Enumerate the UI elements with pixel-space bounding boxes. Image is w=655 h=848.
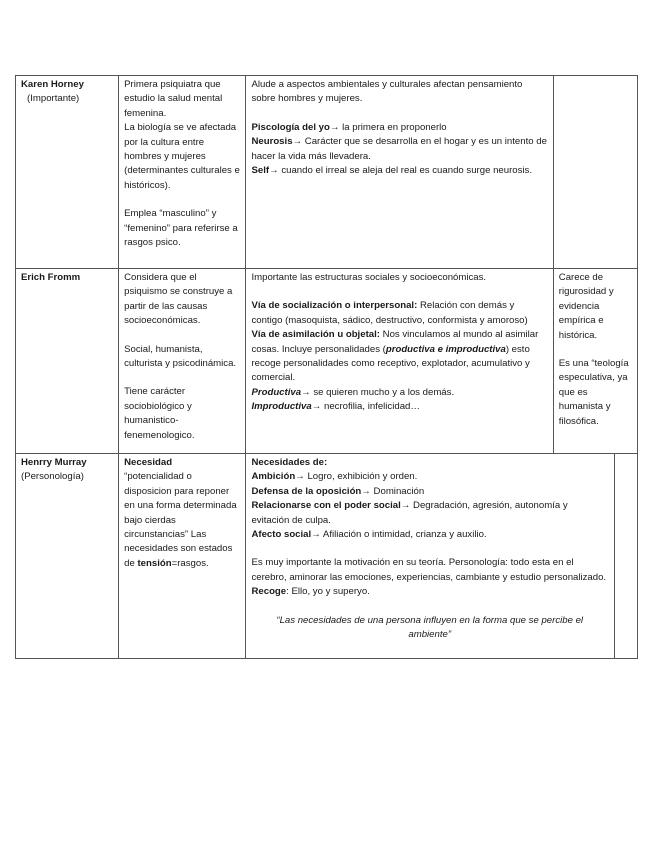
description-cell <box>119 76 246 269</box>
concept-text: cuando el irreal se aleja del real es cuando surge neurosis. <box>278 165 532 177</box>
paragraph: Es una “teología especulativa, ya que es humanista y filosófica. <box>558 358 629 427</box>
concept-term: Neurosis <box>251 136 293 148</box>
concept-item <box>251 485 608 499</box>
table-row <box>16 269 638 454</box>
arrow-icon: → <box>400 500 411 512</box>
author-name: Erich Fromm <box>21 272 81 283</box>
concept-term: Ambición <box>251 471 296 483</box>
paragraph: Considera que el psiquismo se construye a partir de las causas socioeconómicas. <box>124 272 233 327</box>
concept-term: Self <box>251 165 270 177</box>
concept-term: Relacionarse con el poder social <box>251 500 401 512</box>
concept-text: → necrofilia, infelicidad… <box>311 401 420 413</box>
critique-cell <box>553 269 637 454</box>
concept-item <box>251 499 608 528</box>
concept-term: Productiva <box>251 386 302 398</box>
concept-text: Degradación, agresión, autonomía y evitación de culpa. <box>251 500 568 526</box>
concept-text: Logro, exhibición y orden. <box>304 471 418 483</box>
concept-text: : Ello, yo y superyo. <box>286 586 370 598</box>
concept-term: Necesidad <box>124 457 173 468</box>
concept-item <box>251 470 608 484</box>
concept-text: Carácter que se desarrolla en el hogar y es un intento de hacer la vida más llevadera. <box>251 136 547 162</box>
paragraph: Carece de rigurosidad y evidencia empírica e histórica. <box>558 272 614 341</box>
concept-item <box>251 400 547 414</box>
concepts-cell <box>246 76 553 269</box>
concept-text: Relación con demás y contigo (masoquista, sádico, destructivo, conformista y amoroso) <box>251 300 528 326</box>
concept-text: → se quieren mucho y a los demás. <box>301 386 455 398</box>
paragraph: Es muy importante la motivación en su teoría. Personología: todo esta en el cerebro, aminorar las emociones, experiencias, cambiante y estudio personalizado. <box>251 557 607 583</box>
paragraph: Primera psiquiatra que estudio la salud mental femenina. <box>124 79 223 119</box>
concept-item <box>251 585 608 599</box>
table-row <box>16 454 638 659</box>
concept-item <box>251 328 547 386</box>
paragraph: Alude a aspectos ambientales y culturales afectan pensamiento sobre hombres y mujeres. <box>251 79 523 105</box>
author-note: (Personología) <box>21 471 84 483</box>
paragraph: La biología se ve afectada por la cultura entre hombres y mujeres (determinantes culturales e históricos). <box>124 122 240 191</box>
concept-term: Vía de socialización o interpersonal: <box>251 300 418 312</box>
paragraph: Social, humanista, culturista y psicodinámica. <box>124 343 237 370</box>
concept-term: Recoge <box>251 586 287 598</box>
concept-item <box>251 164 547 178</box>
table-row <box>16 76 638 269</box>
concepts-cell <box>246 454 638 659</box>
description-cell <box>119 454 246 659</box>
concept-term: Defensa de la oposición <box>251 485 362 497</box>
paragraph: Importante las estructuras sociales y socioeconómicas. <box>251 272 487 283</box>
concept-item <box>251 386 547 400</box>
author-cell <box>16 269 119 454</box>
arrow-icon: → <box>361 485 371 497</box>
description-cell <box>119 269 246 454</box>
arrow-icon: → <box>329 121 340 133</box>
arrow-icon: → <box>269 165 279 177</box>
concept-text: Dominación <box>370 485 425 497</box>
empty-cell <box>614 454 637 658</box>
paragraph: Emplea “masculino” y “femenino” para referirse a rasgos psico. <box>124 208 238 249</box>
concept-text: Afiliación o intimidad, crianza y auxilio. <box>320 529 487 541</box>
concept-term: Piscología del yo <box>251 121 330 133</box>
concept-text: la primera en proponerlo <box>339 121 447 133</box>
concept-term: Afecto social <box>251 529 312 541</box>
arrow-icon: → <box>292 136 303 148</box>
concept-item <box>251 299 547 328</box>
concept-text: ) esto recoge personalidades como receptivo, explotador, acumulativo y comercial. <box>251 343 530 384</box>
concept-term: Improductiva <box>251 401 312 413</box>
arrow-icon: → <box>295 471 305 483</box>
paragraph: “potencialidad o disposicion para reponer en una forma determinada bajo cierdas circunstancias” Las necesidades son estados de <box>124 471 237 569</box>
author-note: (Importante) <box>27 93 80 105</box>
concepts-cell <box>246 269 553 454</box>
theorists-table <box>15 75 638 659</box>
concept-item <box>251 528 608 542</box>
critique-cell <box>553 76 637 269</box>
section-heading: Necesidades de: <box>251 457 328 468</box>
quote: “Las necesidades de una persona influyen en la forma que se percibe el ambiente” <box>276 614 584 641</box>
concept-emphasis: productiva e improductiva <box>385 343 506 355</box>
author-cell <box>16 76 119 269</box>
concept-term: tensión <box>137 557 172 569</box>
arrow-icon: → <box>311 529 321 541</box>
paragraph: Tiene carácter sociobiológico y humanistico-fenemenologico. <box>124 386 195 441</box>
author-name: Karen Horney <box>21 79 84 90</box>
author-cell <box>16 454 119 659</box>
author-name: Henrry Murray <box>21 457 87 468</box>
concept-term: Vía de asimilación u objetal: <box>251 329 380 341</box>
concept-text: Nos vinculamos al mundo al asimilar cosas. Incluye personalidades ( <box>251 329 539 355</box>
concept-item <box>251 135 547 164</box>
concept-item <box>251 121 547 135</box>
concept-text: =rasgos. <box>171 557 209 569</box>
